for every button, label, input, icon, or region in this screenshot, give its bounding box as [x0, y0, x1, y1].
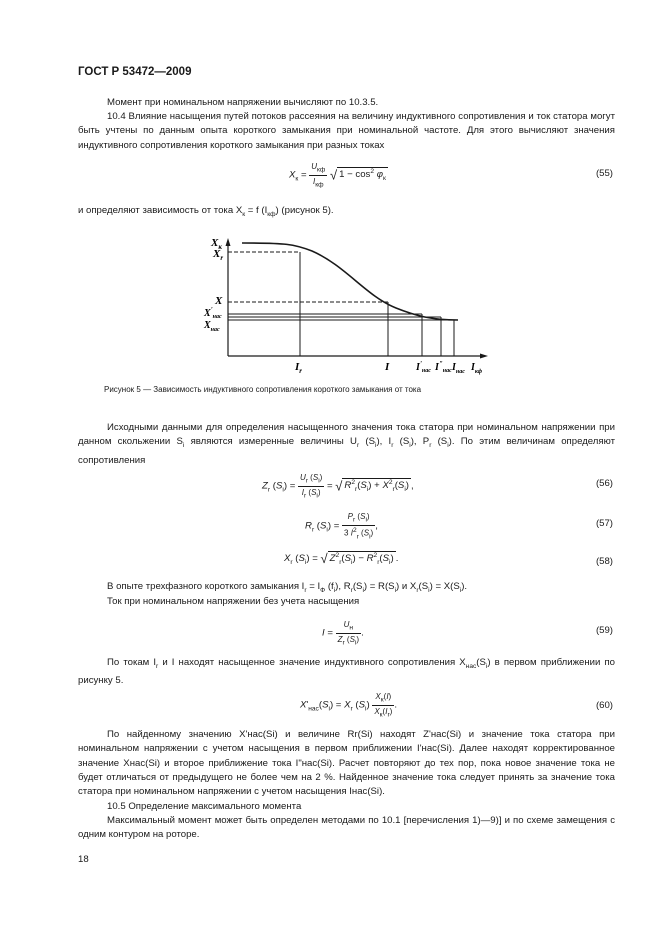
paragraph-initial-data: Исходными данными для определения насыщенного значения тока статора при номинальном напряжении при данном скольжении $S_i$ являются измеренные величины $U_r$ $(S_i)$, $I_r$ $(S_i)$, $P_r$ $(S_i)$. По этим величинам определяют сопротивления [78, 422, 615, 466]
equation-60-number: (60) [595, 700, 613, 711]
equation-59-number: (59) [595, 625, 613, 636]
inas1-label: $I'_{нас}$ [416, 360, 431, 374]
page-number: 18 [78, 854, 89, 865]
equation-56-number: (56) [595, 478, 613, 489]
i-label: I [385, 361, 390, 373]
xnas1-label: $X'_{нас}$ [204, 306, 222, 320]
figure-caption: Рисунок 5 — Зависимость индуктивного сопротивления короткого замыкания от тока [104, 385, 422, 394]
xk-curve [242, 243, 458, 320]
paragraph-moment: Момент при номинальном напряжении вычисляют по 10.3.5. [107, 97, 379, 108]
paragraph-by-currents: По токам $I_r$ и I находят насыщенное значение индуктивного сопротивления $X_{нас}(S_i)$ в первом приближении по рисунку 5. [78, 657, 615, 687]
inas-label: $I_{нас}$ [452, 362, 465, 375]
equation-57: $R_r$ $(S_i)$ = $\frac{P_r (S_i)}{3 I^2_r (S_i)}$ , [305, 512, 378, 540]
x-axis-label: $I_{кф}$ [471, 362, 483, 375]
equation-55: $X_к$ = $\frac{U_{кф}}{I_{кф}}$ √ $1 - \cos^2 \varphi_к$ [289, 162, 386, 189]
paragraph-iteration: По найденному значению X'нас(Si) и величине Rr(Si) находят Z'нас(Si) и значение тока статора при номинальном напряжении с учетом насыщения в первом приближении I'нас(Si). Далее находят корректированное значение Xнас(Si) и второе приближение тока I"нас(Si). Расчет повторяют до тех пор, пока новое значение тока не будет отличаться от предыдущего не более чем на 2 %. Найденное значение тока следует принять за значение тока статора при номинальном напряжении с учетом насыщения Iнас(Si). [78, 729, 615, 798]
paragraph-dependency: и определяют зависимость от тока $X_к = f$ $(I_{кф})$ (рисунок 5). [78, 205, 334, 218]
equation-55-number: (55) [595, 168, 613, 179]
xr-label: $X_r$ [213, 248, 224, 262]
figure-5-graph [196, 236, 496, 376]
equation-60: $X'_{нас}(S_i) = X_r$ $(S_i)$ $\frac{X_к(I)}{X_к(I_r)}$ . [300, 692, 397, 719]
xnas-label: $X_{нас}$ [204, 320, 220, 333]
equation-57-number: (57) [595, 518, 613, 529]
x-label: X [215, 295, 223, 307]
x-axis-arrow [480, 354, 488, 359]
equation-59: I = $\frac{U_н}{Z_r (S_i)}$ . [322, 620, 364, 647]
ir-label: $I_r$ [295, 361, 303, 375]
equation-58-number: (58) [595, 556, 613, 567]
paragraph-max-moment: Максимальный момент может быть определен методами по 10.1 [перечисления 1)—9)] и по схеме замещения с одним контуром на роторе. [78, 815, 615, 841]
equation-58: $X_r$ $(S_i)$ = √ $Z^2_r(S_i) - R^2_r(S_i)$ . [284, 551, 399, 567]
document-header: ГОСТ Р 53472—2009 [78, 66, 192, 78]
y-axis-label: $X_к$ [211, 237, 222, 251]
paragraph-10-4: 10.4 Влияние насыщения путей потоков рассеяния на величину индуктивного сопротивления и ток статора могут быть учтены по данным опыта короткого замыкания при номинальной частоте. Для этого вычисляют значения индуктивного сопротивления короткого замыкания при разных токах [78, 111, 615, 151]
inas2-label: $I^"_{нас}$ [435, 360, 452, 374]
paragraph-10-5: 10.5 Определение максимального момента [107, 801, 302, 812]
paragraph-short-circuit: В опыте трехфазного короткого замыкания $I_r = I_Ф$ $(f_i)$, $R_r(S_i) = R(S_i)$ и $X_r(S_i) = X(S_i)$. [107, 581, 468, 594]
equation-56: $Z_r$ $(S_i)$ = $\frac{U_r (S_i)}{I_r (S_i)}$ = √ $R^2_r(S_i) + X^2_r(S_i)$ , [262, 473, 414, 500]
paragraph-nominal-current: Ток при номинальном напряжении без учета насыщения [107, 596, 360, 607]
y-axis-arrow [226, 238, 231, 246]
